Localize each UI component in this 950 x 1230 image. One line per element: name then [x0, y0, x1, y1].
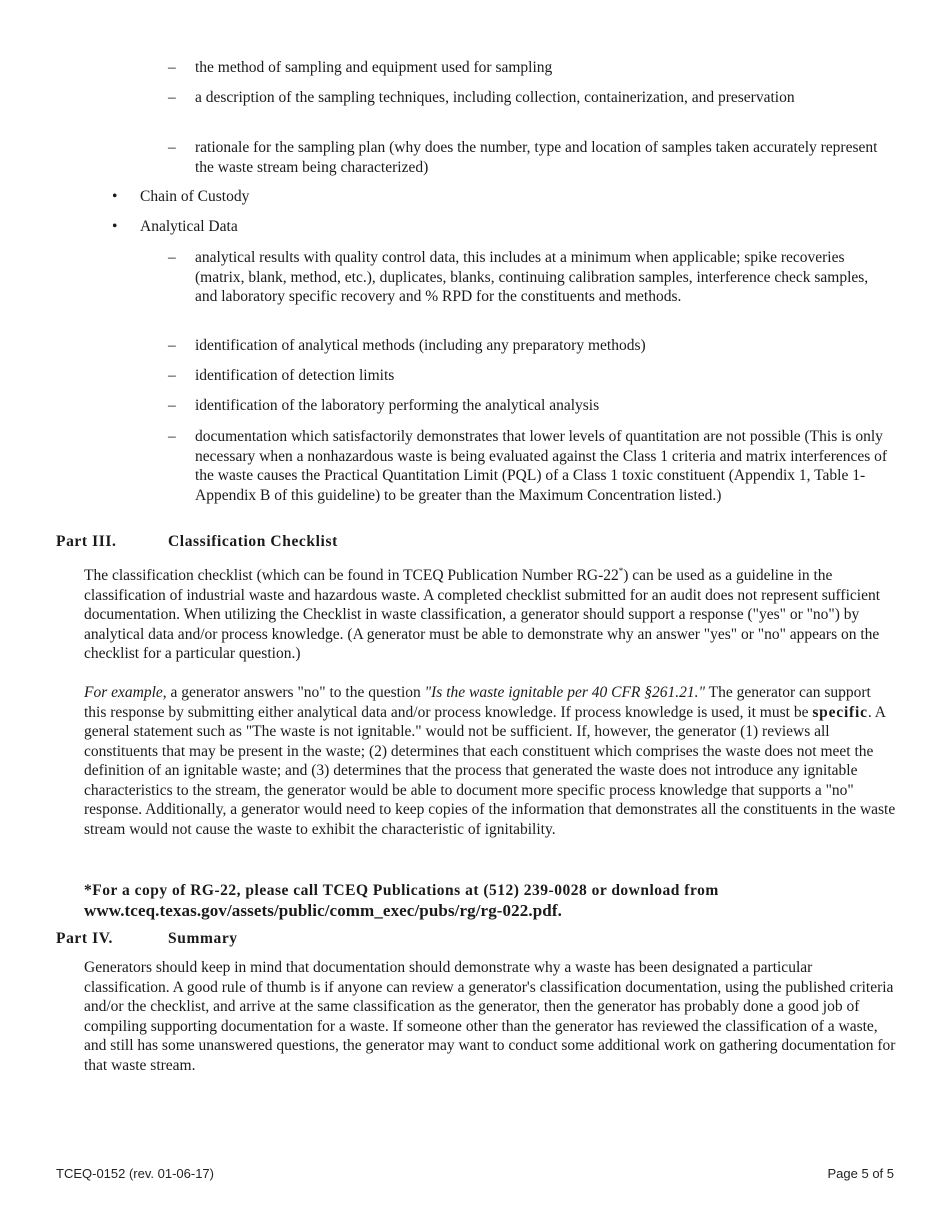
list-item-text: analytical results with quality control data, this includes at a minimum when applicable; spike recoveries (matrix, blank, method, etc.), duplicates, blanks, continuing calibration samples, interference check samples, and laboratory specific recovery and % RPD for the constituents and methods. — [195, 249, 869, 305]
bullet-text: Chain of Custody — [140, 188, 250, 205]
bullet-text: Analytical Data — [140, 218, 238, 235]
section-number: Part IV. — [56, 930, 114, 947]
section-heading-part-3 — [56, 533, 338, 551]
text-run: ) can be used as a guideline in the classification of industrial waste and hazardous waste. A completed checklist submitted for an audit does not represent sufficient documentation. When utilizing the Checklist in waste classification, a generator should support a response ("yes" or "no") by analytical data and/or process knowledge. (A generator must be able to demonstrate why an answer "yes" or "no" appears on the checklist for a particular question.) — [84, 567, 881, 663]
text-run: The generator can support this response by submitting either analytical data and/or process knowledge. If process knowledge is used, it must be — [84, 684, 871, 721]
list-item-text: a description of the sampling techniques, including collection, containerization, and preservation — [195, 89, 795, 106]
dash-marker: – — [168, 139, 176, 156]
text-run: Generators should keep in mind that documentation should demonstrate why a waste has been designated a particular classification. A good rule of thumb is if anyone can review a generator's classification documentation, using the published criteria and/or the checklist, and arrive at the same classification as the generator, then the generator has probably done a good job of compiling supporting documentation for a waste. If someone other than the generator has reviewed the classification of a waste, and still has some unanswered questions, the generator may want to conduct some additional work on gathering documentation for that waste stream. — [84, 959, 896, 1074]
section-title: Summary — [168, 930, 238, 947]
text-run: The classification checklist (which can be found in TCEQ Publication Number RG-22 — [84, 567, 619, 585]
footnote-marker: * — [618, 566, 624, 576]
paragraph-checklist-intro — [84, 562, 896, 664]
footer-page-number: Page 5 of 5 — [827, 1166, 894, 1181]
text-run-italic: For example — [84, 684, 163, 701]
bullet-marker: • — [112, 218, 118, 235]
dash-marker: – — [168, 367, 176, 384]
bullet-item-chain-of-custody — [112, 187, 872, 207]
text-run-italic: "Is the waste ignitable per 40 CFR §261.21." — [424, 684, 706, 701]
list-item — [168, 138, 888, 177]
list-item-text: identification of analytical methods (including any preparatory methods) — [195, 337, 646, 354]
bullet-marker: • — [112, 188, 118, 205]
section-number: Part III. — [56, 533, 117, 550]
footnote-text: *For a copy of RG-22, please call TCEQ Publications at (512) 239-0028 or download from — [84, 882, 719, 899]
bullet-item-analytical-data — [112, 217, 872, 237]
list-item — [168, 427, 888, 505]
section-heading-part-4 — [56, 930, 238, 948]
dash-marker: – — [168, 428, 176, 445]
dash-marker: – — [168, 59, 176, 76]
list-item-text: identification of detection limits — [195, 367, 395, 384]
list-item-text: documentation which satisfactorily demonstrates that lower levels of quantitation are not possible (This is only necessary when a nonhazardous waste is being evaluated against the Class 1 criteria and matrix interferences of the waste causes the Practical Quantitation Limit (PQL) of a Class 1 toxic constituent (Appendix 1, Table 1-Appendix B of this guideline) to be greater than the Maximum Concentration listed.) — [195, 428, 888, 504]
list-item-text: the method of sampling and equipment used for sampling — [195, 59, 553, 76]
text-run: . A general statement such as "The waste is not ignitable." would not be sufficient. If, however, the generator (1) reviews all constituents that may be present in the waste; (2) determines that each constituent which comprises the waste does not meet the definition of an ignitable waste; and (3) determines that the process that generated the waste does not introduce any ignitable characteristics to the stream, the generator would be able to document more specific process knowledge that supports a "no" response. Additionally, a generator would need to keep copies of the information that demonstrates all the constituents in the waste stream would not cause the waste to exhibit the characteristic of ignitability. — [84, 703, 896, 838]
list-item-text: identification of the laboratory performing the analytical analysis — [195, 397, 600, 414]
dash-marker: – — [168, 249, 176, 266]
list-item — [168, 88, 888, 108]
list-item — [168, 248, 888, 307]
list-item — [168, 396, 888, 416]
list-item — [168, 58, 888, 78]
section-title: Classification Checklist — [168, 533, 338, 550]
dash-marker: – — [168, 337, 176, 354]
dash-marker: – — [168, 89, 176, 106]
list-item — [168, 366, 888, 386]
list-item — [168, 336, 888, 356]
dash-marker: – — [168, 397, 176, 414]
footnote-rg22 — [84, 881, 896, 921]
paragraph-summary — [84, 958, 896, 1075]
list-item-text: rationale for the sampling plan (why does the number, type and location of samples taken accurately represent the waste stream being characterized) — [195, 139, 878, 176]
footnote-url: www.tceq.texas.gov/assets/public/comm_exec/pubs/rg/rg-022.pdf. — [84, 901, 562, 920]
footer-form-id: TCEQ-0152 (rev. 01-06-17) — [56, 1166, 214, 1181]
text-run: , a generator answers "no" to the question — [162, 684, 425, 701]
text-run-bold: specific — [812, 703, 868, 721]
paragraph-example — [84, 683, 896, 839]
